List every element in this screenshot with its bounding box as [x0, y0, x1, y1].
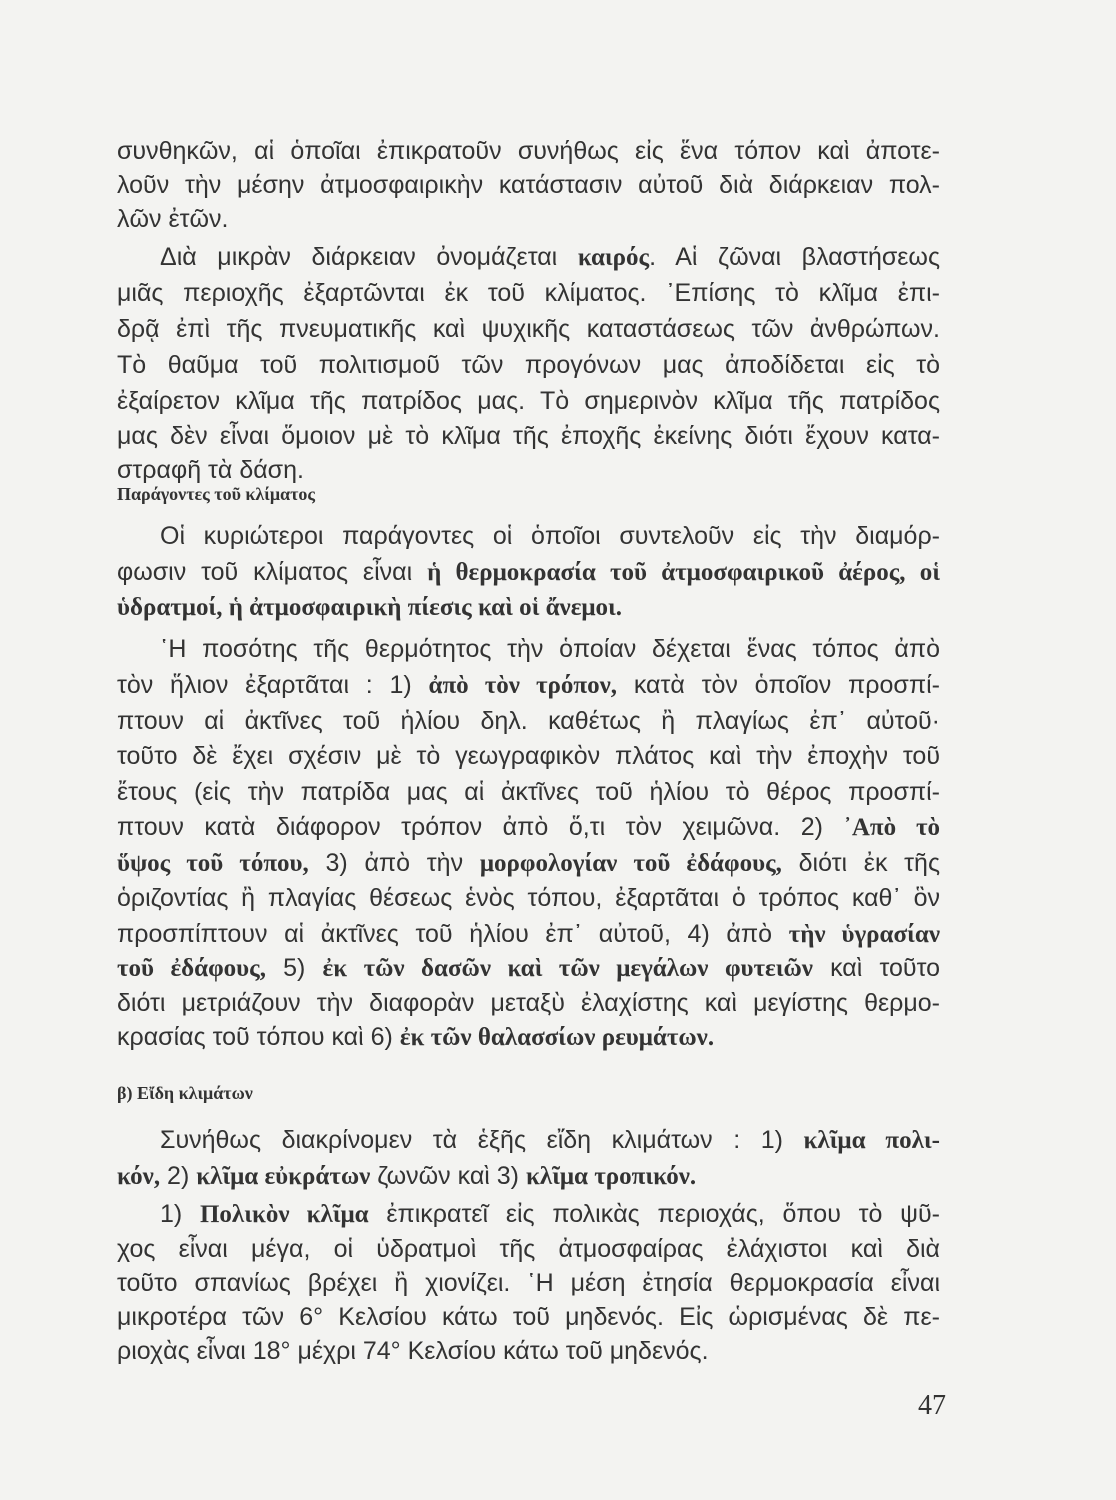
text: ριοχὰς εἶναι 18° μέχρι 74° Κελσίου κάτω τοῦ μηδενός. — [117, 1337, 709, 1365]
section-heading: β) Εἴδη κλιμάτων — [117, 1083, 253, 1103]
text-line — [160, 1125, 940, 1156]
text-line — [117, 592, 940, 623]
text: Διὰ μικρὰν διάρκειαν ὀνομάζεται — [160, 243, 578, 271]
text-line — [117, 421, 940, 451]
text-line — [117, 278, 940, 308]
text: λῶν ἐτῶν. — [117, 205, 229, 233]
text-line — [117, 812, 940, 843]
bold-text: κλῖμα τροπικόν. — [525, 1163, 697, 1190]
text-line — [117, 1268, 940, 1298]
text: ἐξαίρετον κλῖμα τῆς πατρίδος μας. Τὸ σημερινὸν κλῖμα τῆς πατρίδος — [117, 387, 940, 415]
bold-text: κόν, — [117, 1163, 161, 1190]
text: 5) — [265, 954, 323, 982]
text-line — [117, 883, 940, 913]
text: πτουν κατὰ διάφορον τρόπον ἀπὸ ὅ,τι τὸν χειμῶνα. 2) — [117, 813, 844, 841]
text-line — [117, 953, 940, 984]
text: δρᾷ ἐπὶ τῆς πνευματικῆς καὶ ψυχικῆς καταστάσεως τῶν ἀνθρώπων. — [117, 315, 940, 343]
text-line — [117, 777, 940, 807]
text: . Αἱ ζῶναι βλαστήσεως — [649, 243, 940, 271]
text-line — [117, 170, 940, 200]
text: ῾Η ποσότης τῆς θερμότητος τὴν ὁποίαν δέχεται ἕνας τόπος ἀπὸ — [160, 635, 940, 663]
text: φωσιν τοῦ κλίματος εἶναι — [117, 558, 428, 586]
text: διότι μετριάζουν τὴν διαφορὰν μεταξὺ ἐλαχίστης καὶ μεγίστης θερμο- — [117, 989, 940, 1017]
text: στραφῆ τὰ δάση. — [117, 456, 304, 484]
text-line — [160, 1199, 940, 1230]
text: 2) — [160, 1162, 197, 1190]
text-line — [117, 670, 940, 701]
text-line — [117, 204, 940, 234]
text: τοῦτο δὲ ἔχει σχέσιν μὲ τὸ γεωγραφικὸν πλάτος καὶ τὴν ἐποχὴν τοῦ — [117, 742, 940, 770]
text-line — [160, 521, 940, 551]
text: τοῦτο σπανίως βρέχει ἢ χιονίζει. ῾Η μέση ἐτησία θερμοκρασία εἶναι — [117, 1269, 940, 1297]
text: χος εἶναι μέγα, οἱ ὑδρατμοὶ τῆς ἀτμοσφαίρας ἐλάχιστοι καὶ διὰ — [117, 1235, 940, 1263]
bold-text: ὕψος τοῦ τόπου, — [117, 850, 309, 877]
bold-text: ὑδρατμοί, ἡ ἀτμοσφαιρικὴ πίεσις καὶ οἱ ἄνεμοι. — [117, 594, 623, 621]
bold-text: ἡ θερμοκρασία τοῦ ἀτμοσφαιρικοῦ ἀέρος, οἱ — [427, 559, 941, 586]
text-line — [117, 386, 940, 416]
text: ἐπικρατεῖ εἰς πολικὰς περιοχάς, ὅπου τὸ ψῦ- — [368, 1200, 940, 1228]
bold-text: ἀπὸ τὸν τρόπον, — [428, 672, 618, 699]
text: ζωνῶν καὶ 3) — [370, 1162, 526, 1190]
text: μας δὲν εἶναι ὅμοιον μὲ τὸ κλῖμα τῆς ἐποχῆς ἐκείνης διότι ἔχουν κατα- — [117, 422, 940, 450]
text-line — [117, 1234, 940, 1264]
text: κατὰ τὸν ὁποῖον προσπί- — [617, 671, 940, 699]
text: πτουν αἱ ἀκτῖνες τοῦ ἡλίου δηλ. καθέτως ἢ πλαγίως ἐπ᾿ αὐτοῦ· — [117, 707, 940, 735]
text-line — [117, 314, 940, 344]
text: κρασίας τοῦ τόπου καὶ 6) — [117, 1023, 400, 1051]
bold-text: ἐκ τῶν δασῶν καὶ τῶν μεγάλων φυτειῶν — [322, 955, 813, 982]
section-heading: Παράγοντες τοῦ κλίματος — [117, 484, 315, 504]
text: μικροτέρα τῶν 6° Κελσίου κάτω τοῦ μηδενός. Εἰς ὡρισμένας δὲ πε- — [117, 1303, 940, 1331]
text: λοῦν τὴν μέσην ἀτμοσφαιρικὴν κατάστασιν αὐτοῦ διὰ διάρκειαν πολ- — [117, 171, 940, 199]
text-line — [117, 455, 940, 485]
text-line — [117, 1161, 940, 1192]
page-number: 47 — [918, 1390, 946, 1421]
text-line — [117, 919, 940, 950]
text-line — [117, 706, 940, 736]
bold-text: κλῖμα εὐκράτων — [196, 1163, 371, 1190]
text-line — [117, 848, 940, 879]
text: Οἱ κυριώτεροι παράγοντες οἱ ὁποῖοι συντελοῦν εἰς τὴν διαμόρ- — [160, 522, 940, 550]
text: διότι ἐκ τῆς — [781, 849, 940, 877]
text: συνθηκῶν, αἱ ὁποῖαι ἐπικρατοῦν συνήθως εἰς ἕνα τόπον καὶ ἀποτε- — [117, 137, 940, 165]
text: καὶ τοῦτο — [812, 954, 941, 982]
bold-text: ἐκ τῶν θαλασσίων ρευμάτων. — [399, 1024, 715, 1051]
text-line — [117, 741, 940, 771]
text-line — [117, 1336, 940, 1366]
text: Τὸ θαῦμα τοῦ πολιτισμοῦ τῶν προγόνων μας ἀποδίδεται εἰς τὸ — [117, 351, 940, 379]
text-line — [117, 1022, 940, 1053]
text-line — [117, 1302, 940, 1332]
text: προσπίπτουν αἱ ἀκτῖνες τοῦ ἡλίου ἐπ᾿ αὐτοῦ, 4) ἀπὸ — [117, 920, 789, 948]
bold-text: τοῦ ἐδάφους, — [117, 955, 266, 982]
bold-text: μορφολογίαν τοῦ ἐδάφους, — [479, 850, 782, 877]
text-line — [117, 350, 940, 380]
bold-text: Πολικὸν κλῖμα — [199, 1201, 369, 1228]
text: τὸν ἥλιον ἐξαρτᾶται : 1) — [117, 671, 429, 699]
text-line — [117, 136, 940, 166]
text-line — [160, 242, 940, 273]
text: ἔτους (εἰς τὴν πατρίδα μας αἱ ἀκτῖνες τοῦ ἡλίου τὸ θέρος προσπί- — [117, 778, 940, 806]
text-line — [117, 557, 940, 588]
text: μιᾶς περιοχῆς ἐξαρτῶνται ἐκ τοῦ κλίματος. ᾿Επίσης τὸ κλῖμα ἐπι- — [117, 279, 940, 307]
text: ὁριζοντίας ἢ πλαγίας θέσεως ἑνὸς τόπου, ἐξαρτᾶται ὁ τρόπος καθ᾿ ὃν — [117, 884, 940, 912]
bold-text: καιρός — [577, 244, 650, 271]
text: Συνήθως διακρίνομεν τὰ ἑξῆς εἴδη κλιμάτων : 1) — [160, 1126, 804, 1154]
text-line — [160, 634, 940, 664]
text: 1) — [160, 1200, 200, 1228]
bold-text: κλῖμα πολι- — [803, 1127, 940, 1154]
bold-text: τὴν ὑγρασίαν — [788, 921, 940, 948]
text: 3) ἀπὸ τὴν — [308, 849, 480, 877]
text-line — [117, 988, 940, 1018]
bold-text: ᾿Απὸ τὸ — [843, 814, 940, 841]
